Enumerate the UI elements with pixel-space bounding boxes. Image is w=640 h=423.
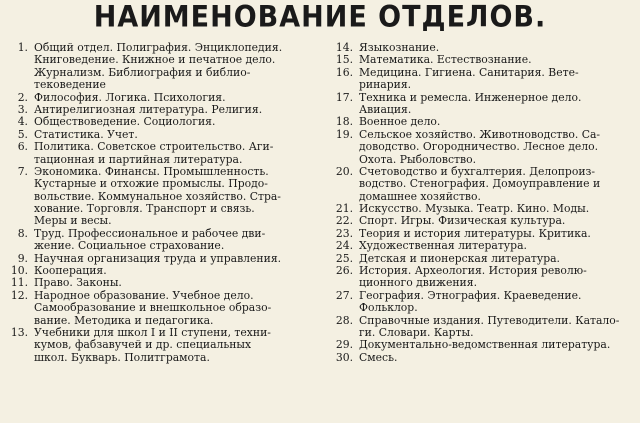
- section-title-line: Общий отдел. Полиграфия. Энциклопедия.: [34, 42, 283, 54]
- section-title: [359, 339, 637, 351]
- section-number: 14.: [335, 41, 353, 54]
- section-title-line: Учебники для школ I и II ступени, техни-: [34, 326, 271, 339]
- section-title: [34, 42, 316, 92]
- section-entry: [325, 67, 637, 92]
- section-entry: [325, 215, 637, 227]
- section-title-line: ционного движения.: [359, 277, 478, 290]
- section-entry: [325, 253, 637, 265]
- left-column: [6, 42, 316, 364]
- section-number: 6.: [17, 140, 28, 154]
- section-entry: [325, 228, 637, 240]
- section-number: 10.: [10, 264, 28, 278]
- section-entry: [6, 253, 316, 265]
- section-title: [359, 67, 637, 92]
- section-number: 19.: [335, 127, 353, 141]
- section-title-line: Обществоведение. Социология.: [34, 116, 216, 129]
- section-number: 25.: [335, 251, 353, 265]
- section-title-line: Спорт. Игры. Физическая культура.: [359, 215, 566, 228]
- section-title-line: Детская и пионерская литература.: [359, 252, 560, 265]
- section-title: [359, 203, 637, 215]
- section-number: 26.: [335, 264, 353, 278]
- section-title: [359, 240, 637, 252]
- section-title-line: Философия. Логика. Психология.: [34, 91, 226, 104]
- section-number: 5.: [17, 127, 28, 141]
- section-title: [359, 228, 637, 240]
- section-title: [34, 92, 316, 104]
- section-entry: [325, 129, 637, 166]
- section-entry: [325, 290, 637, 315]
- section-number: 9.: [17, 251, 28, 265]
- section-title: [34, 116, 316, 128]
- section-title-line: Экономика. Финансы. Промышленность.: [34, 165, 269, 178]
- section-number: 11.: [10, 276, 28, 290]
- section-title-line: Военное дело.: [359, 116, 441, 129]
- section-number: 27.: [335, 288, 353, 302]
- section-number: 16.: [335, 65, 353, 79]
- section-entry: [325, 116, 637, 128]
- section-title: [359, 265, 637, 290]
- section-entry: [6, 141, 316, 166]
- section-entry: [325, 92, 637, 117]
- section-title: [34, 228, 316, 253]
- section-title-line: Искусство. Музыка. Театр. Кино. Моды.: [359, 203, 590, 216]
- section-number: 29.: [335, 338, 353, 352]
- section-number: 28.: [335, 313, 353, 327]
- section-title-line: вольствие. Коммунальное хозяйство. Стра-: [34, 190, 281, 203]
- section-title-line: кумов, фабзавучей и др. специальных: [34, 339, 252, 352]
- section-title-line: Кустарные и отхожие промыслы. Продо-: [34, 178, 268, 191]
- section-entry: [325, 42, 637, 54]
- section-number: 12.: [10, 288, 28, 302]
- section-title: [34, 327, 316, 364]
- section-number: 22.: [335, 214, 353, 228]
- section-title-line: домашнее хозяйство.: [359, 190, 481, 203]
- section-number: 17.: [335, 90, 353, 104]
- section-title-line: Право. Законы.: [34, 277, 122, 290]
- section-entry: [6, 327, 316, 364]
- section-title-line: Кооперация.: [34, 265, 107, 278]
- section-title: [359, 290, 637, 315]
- section-number: 2.: [17, 90, 28, 104]
- section-title-line: Авиация.: [359, 103, 412, 116]
- section-entry: [325, 240, 637, 252]
- section-title: [34, 253, 316, 265]
- section-title: [34, 290, 316, 327]
- section-title: [359, 129, 637, 166]
- section-entry: [325, 265, 637, 290]
- right-column: [325, 42, 637, 364]
- section-title: [359, 315, 637, 340]
- section-title: [359, 92, 637, 117]
- section-title-line: Языкознание.: [359, 42, 440, 54]
- section-number: 15.: [335, 53, 353, 67]
- section-title-line: Меры и весы.: [34, 215, 112, 228]
- page-title: НАИМЕНОВАНИЕ ОТДЕЛОВ.: [93, 0, 547, 35]
- section-entry: [6, 228, 316, 253]
- section-title: [359, 166, 637, 203]
- section-title-line: Самообразование и внешкольное образо-: [34, 302, 272, 315]
- section-number: 4.: [17, 115, 28, 129]
- section-title: [34, 166, 316, 228]
- section-entry: [6, 265, 316, 277]
- section-title-line: хование. Торговля. Транспорт и связь.: [34, 203, 255, 216]
- section-title-line: Теория и история литературы. Критика.: [359, 227, 591, 240]
- section-number: 20.: [335, 164, 353, 178]
- section-number: 3.: [17, 102, 28, 116]
- section-entry: [6, 42, 316, 92]
- section-number: 24.: [335, 239, 353, 253]
- section-title-line: Журнализм. Библиография и библио-: [34, 66, 251, 79]
- section-title-line: доводство. Огородничество. Лесное дело.: [359, 141, 599, 154]
- section-title-line: Математика. Естествознание.: [359, 54, 532, 67]
- section-title: [34, 141, 316, 166]
- section-entry: [6, 104, 316, 116]
- section-title: [34, 129, 316, 141]
- section-title-line: ги. Словари. Карты.: [359, 326, 474, 339]
- section-title-line: ринария.: [359, 79, 412, 92]
- section-number: 13.: [10, 325, 28, 339]
- section-title-line: школ. Букварь. Политграмота.: [34, 351, 210, 364]
- section-title-line: вание. Методика и педагогика.: [34, 314, 214, 327]
- section-entry: [6, 116, 316, 128]
- section-entry: [325, 166, 637, 203]
- section-title-line: Научная организация труда и управления.: [34, 252, 282, 265]
- section-title-line: Художественная литература.: [359, 240, 527, 253]
- section-title: [359, 253, 637, 265]
- section-title-line: тековедение: [34, 79, 106, 92]
- section-entry: [6, 166, 316, 228]
- section-number: 21.: [335, 202, 353, 216]
- section-title-line: водство. Стенография. Домоуправление и: [359, 178, 601, 191]
- section-entry: [325, 339, 637, 351]
- section-number: 23.: [335, 226, 353, 240]
- section-title: [34, 265, 316, 277]
- section-entry: [325, 54, 637, 66]
- section-entry: [6, 290, 316, 327]
- section-number: 1.: [17, 41, 28, 54]
- section-number: 30.: [335, 350, 353, 364]
- section-title-line: Статистика. Учет.: [34, 128, 138, 141]
- section-title-line: История. Археология. История револю-: [359, 265, 587, 278]
- section-title-line: Документально-ведомственная литература.: [359, 339, 611, 352]
- section-entry: [6, 92, 316, 104]
- section-entry: [6, 277, 316, 289]
- section-title-line: Медицина. Гигиена. Санитария. Вете-: [359, 66, 579, 79]
- section-entry: [325, 352, 637, 364]
- section-title-line: Смесь.: [359, 351, 398, 364]
- section-title-line: Народное образование. Учебное дело.: [34, 289, 254, 302]
- section-title-line: Книговедение. Книжное и печатное дело.: [34, 54, 276, 67]
- section-entry: [325, 203, 637, 215]
- section-title-line: Антирелигиозная литература. Религия.: [34, 103, 263, 116]
- section-title-line: География. Этнография. Краеведение.: [359, 289, 582, 302]
- section-title-line: жение. Социальное страхование.: [34, 240, 225, 253]
- section-entry: [6, 129, 316, 141]
- section-title: [359, 42, 637, 54]
- section-title-line: тационная и партийная литература.: [34, 153, 243, 166]
- section-title: [359, 215, 637, 227]
- section-title-line: Политика. Советское строительство. Аги-: [34, 141, 274, 154]
- section-title-line: Сельское хозяйство. Животноводство. Са-: [359, 128, 601, 141]
- section-title-line: Труд. Профессиональное и рабочее дви-: [34, 227, 266, 240]
- section-title: [34, 277, 316, 289]
- section-entry: [325, 315, 637, 340]
- section-title-line: Техника и ремесла. Инженерное дело.: [359, 91, 582, 104]
- section-number: 7.: [17, 164, 28, 178]
- section-title-line: Справочные издания. Путеводители. Катало-: [359, 314, 620, 327]
- section-number: 8.: [17, 226, 28, 240]
- section-number: 18.: [335, 115, 353, 129]
- section-title-line: Фольклор.: [359, 302, 418, 315]
- section-title: [359, 352, 637, 364]
- section-title-line: Охота. Рыболовство.: [359, 153, 477, 166]
- section-title-line: Счетоводство и бухгалтерия. Делопроиз-: [359, 165, 596, 178]
- section-title: [359, 116, 637, 128]
- section-title: [34, 104, 316, 116]
- section-title: [359, 54, 637, 66]
